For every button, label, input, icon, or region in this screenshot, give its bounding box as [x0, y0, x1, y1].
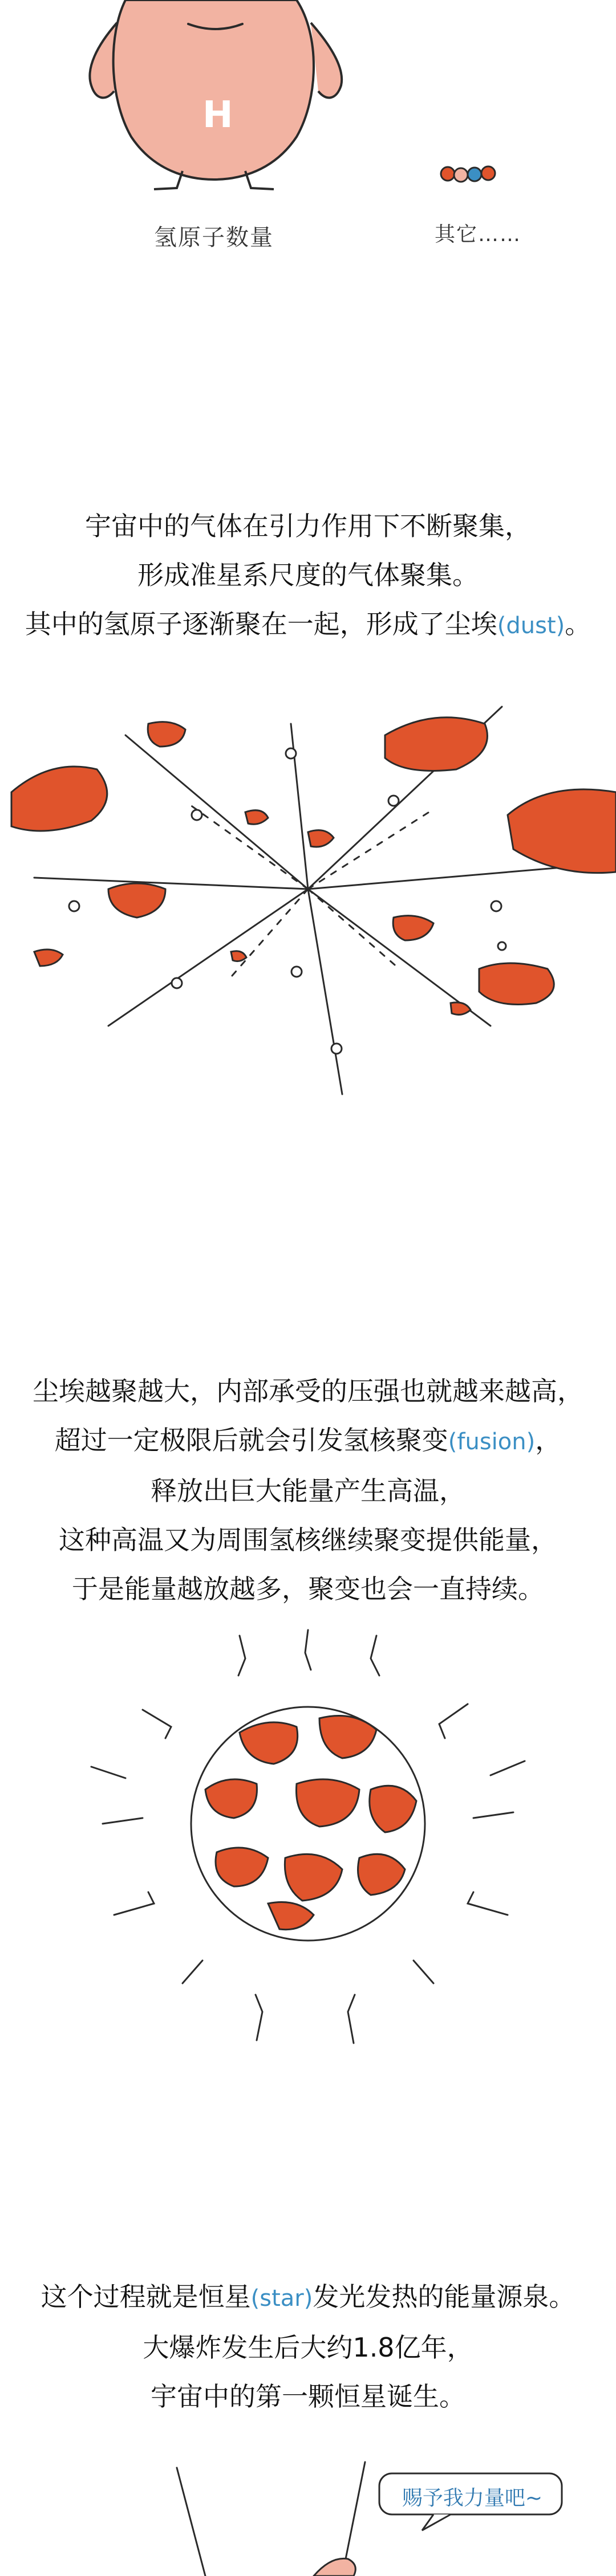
- dust-line-1: 宇宙中的气体在引力作用下不断聚集，: [85, 511, 531, 541]
- star-paragraph: [0, 2272, 616, 2421]
- fusion-paragraph: [0, 1367, 616, 1613]
- fusion-line-2: 超过一定极限后就会引发氢核聚变(fusion)，: [54, 1425, 562, 1456]
- dust-paragraph: [0, 502, 616, 650]
- dust-line-2: 形成准星系尺度的气体聚集。: [137, 560, 479, 590]
- fusion-line-1: 尘埃越聚越大，内部承受的压强也就越来越高，: [33, 1376, 583, 1407]
- fusion-line-4: 这种高温又为周围氢核继续聚变提供能量，: [59, 1525, 557, 1555]
- star-term: (star): [250, 2285, 313, 2312]
- fusion-line-5: 于是能量越放越多，聚变也会一直持续。: [72, 1574, 544, 1604]
- hydrogen-character-illustration: [0, 0, 616, 194]
- star-line-1: 这个过程就是恒星(star)发光发热的能量源泉。: [40, 2281, 576, 2312]
- star-line-2: 大爆炸发生后大约1.8亿年，: [143, 2332, 473, 2363]
- dust-term: (dust): [497, 613, 565, 639]
- others-label: 其它……: [435, 223, 522, 246]
- fusion-term: (fusion): [448, 1429, 536, 1455]
- dust-gathering-illustration: [0, 661, 616, 1128]
- fusion-line-3: 释放出巨大能量产生高温，: [151, 1476, 465, 1506]
- dust-line-3: 其中的氢原子逐渐聚在一起，形成了尘埃(dust)。: [25, 609, 591, 639]
- speech-bubble-text: 赐予我力量吧~: [402, 2487, 543, 2510]
- fusion-star-illustration: [0, 1619, 616, 2086]
- bottom-character-illustration: [0, 2451, 616, 2576]
- hydrogen-count-label: 氢原子数量: [154, 225, 274, 251]
- star-line-3: 宇宙中的第一颗恒星诞生。: [151, 2381, 465, 2412]
- hydrogen-letter: H: [202, 94, 233, 136]
